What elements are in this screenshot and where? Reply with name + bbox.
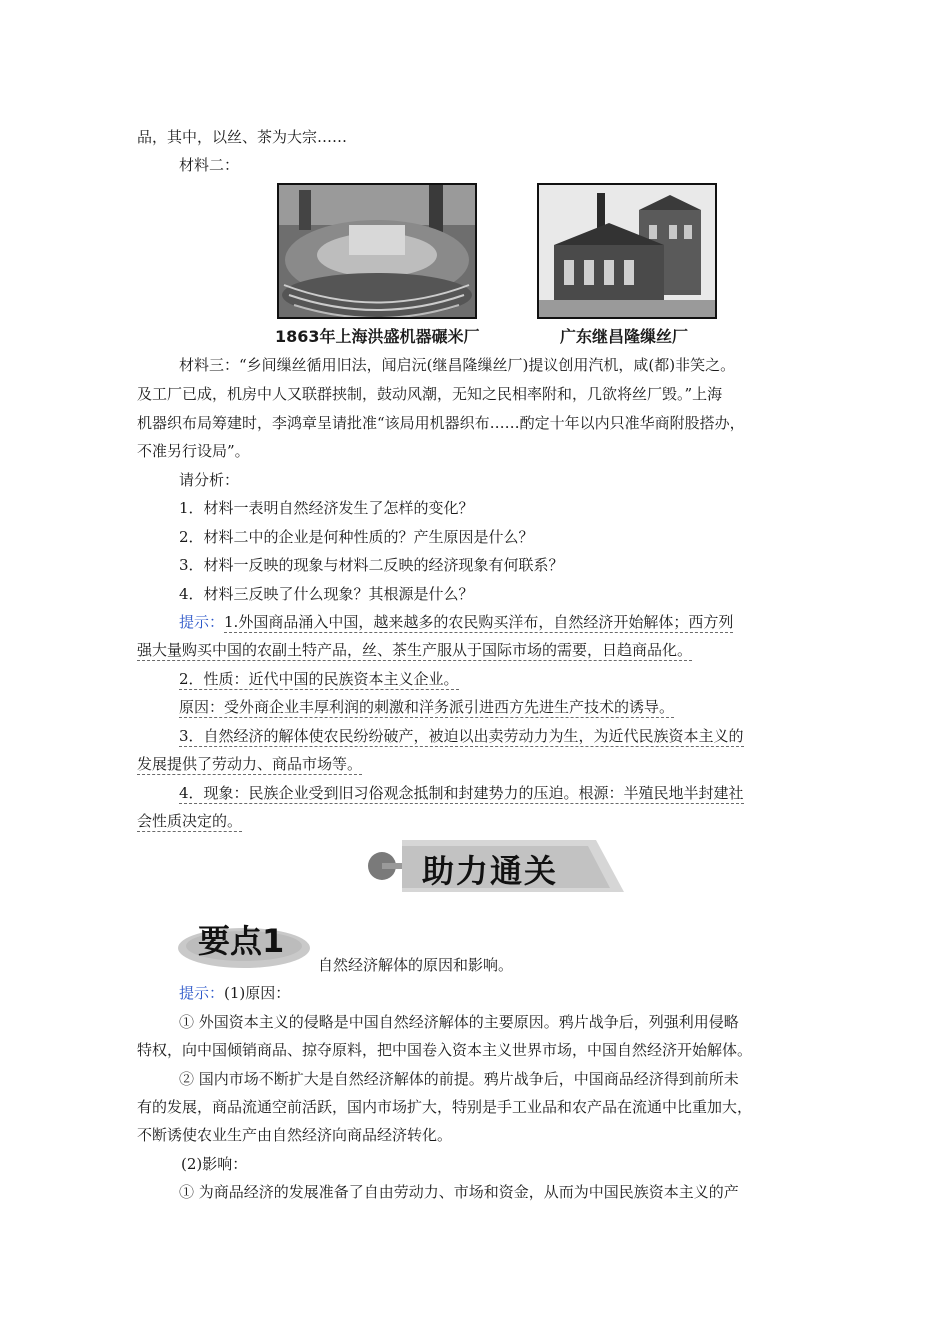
answer-2-line-1 [179,669,459,689]
rice-mill-illustration [279,185,475,317]
answer-text: 1.外国商品涌入中国，越来越多的农民购买洋布，自然经济开始解体；西方列 [224,613,734,631]
answer-4-line-2 [137,811,242,831]
answer-text: 2．性质：近代中国的民族资本主义企业。 [179,670,459,688]
text-line: 及工厂已成，机房中人又联群挟制，鼓动风潮，无知之民相率附和，几欲将丝厂毁。”上海 [137,385,723,403]
answer-3-line-2 [137,754,362,774]
answer-2-line-2 [179,697,674,717]
banner-title: 助力通关 [422,852,559,890]
question-3: 3．材料一反映的现象与材料二反映的经济现象有何联系？ [179,556,564,574]
text-line: 机器织布局筹建时，李鸿章呈请批准“该局用机器织布……酌定十年以内只准华商附股搭办， [137,414,745,432]
text-line: ① 外国资本主义的侵略是中国自然经济解体的主要原因。鸦片战争后，列强利用侵略 [179,1013,739,1031]
analysis-label: 请分析： [179,471,240,489]
text-line: ② 国内市场不断扩大是自然经济解体的前提。鸦片战争后，中国商品经济得到前所未 [179,1070,739,1088]
cause-heading: (1)原因： [224,984,291,1002]
hint-label: 提示： [179,984,225,1002]
keypoint-title: 自然经济解体的原因和影响。 [318,956,514,974]
text-line: 不准另行设局”。 [137,442,250,460]
answer-4-line-1 [179,783,744,803]
silk-factory-illustration [539,185,715,317]
section-banner [366,836,626,896]
rice-mill-photo [277,183,477,319]
keypoint-badge [176,910,312,970]
hint-line [179,983,290,1003]
silk-factory-caption: 广东继昌隆缫丝厂 [560,327,689,346]
question-1: 1．材料一表明自然经济发生了怎样的变化？ [179,499,474,517]
rice-mill-caption: 1863年上海洪盛机器碾米厂 [275,327,480,346]
answer-text: 发展提供了劳动力、商品市场等。 [137,755,363,773]
question-4: 4．材料三反映了什么现象？其根源是什么？ [179,585,474,603]
answer-text: 强大量购买中国的农副土特产品，丝、茶生产服从于国际市场的需要，日趋商品化。 [137,641,693,659]
answer-1-line-1 [179,612,733,632]
effect-heading: (2)影响： [181,1155,248,1173]
text-line: 特权，向中国倾销商品、掠夺原料，把中国卷入资本主义世界市场，中国自然经济开始解体。 [137,1041,753,1059]
silk-factory-photo [537,183,717,319]
hint-label: 提示： [179,613,225,631]
answer-text: 原因：受外商企业丰厚利润的刺激和洋务派引进西方先进生产技术的诱导。 [179,698,675,716]
answer-text: 会性质决定的。 [137,812,243,830]
text-line: ① 为商品经济的发展准备了自由劳动力、市场和资金，从而为中国民族资本主义的产 [179,1183,739,1201]
question-2: 2．材料二中的企业是何种性质的？产生原因是什么？ [179,528,534,546]
text-line: 品，其中，以丝、茶为大宗…… [137,128,348,146]
answer-1-line-2 [137,640,692,660]
text-line: 有的发展，商品流通空前活跃，国内市场扩大，特别是手工业品和农产品在流通中比重加大， [137,1098,753,1116]
keypoint-label: 要点1 [198,922,285,960]
material-two-label: 材料二： [179,156,240,174]
answer-text: 3．自然经济的解体使农民纷纷破产，被迫以出卖劳动力为生，为近代民族资本主义的 [179,727,744,745]
text-line: 不断诱使农业生产由自然经济向商品经济转化。 [137,1126,453,1144]
text-line: 材料三：“乡间缫丝循用旧法，闻启沅(继昌隆缫丝厂)提议创用汽机，咸(都)非笑之。 [179,356,736,374]
answer-3-line-1 [179,726,744,746]
answer-text: 4．现象：民族企业受到旧习俗观念抵制和封建势力的压迫。根源：半殖民地半封建社 [179,784,744,802]
